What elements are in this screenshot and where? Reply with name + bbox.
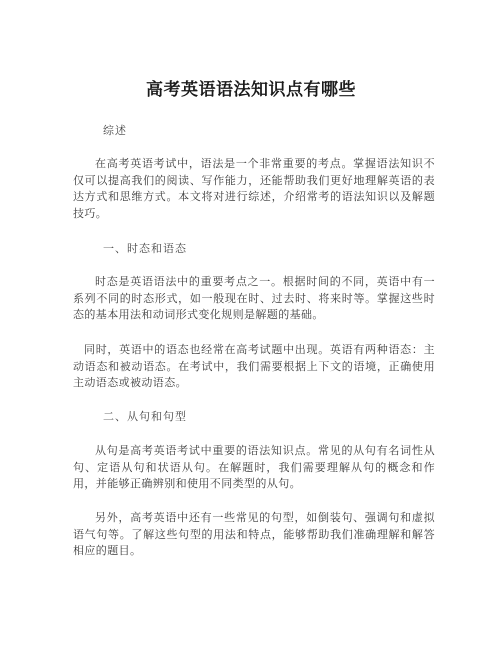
document-title: 高考英语语法知识点有哪些: [146, 80, 356, 100]
section-heading-clauses: 二、从句和句型: [103, 410, 187, 423]
section-heading-overview: 综述: [103, 124, 127, 137]
clauses-paragraph: 从句是高考英语考试中重要的语法知识点。常见的从句有名词性从句、定语从句和状语从句。在解题时，我们需要理解从句的概念和作用，并能够正确辨别和使用不同类型的从句。: [73, 444, 435, 490]
sentence-patterns-paragraph: 另外，高考英语中还有一些常见的句型，如倒装句、强调句和虚拟语气句等。了解这些句型的用法和特点，能够帮助我们准确理解和解答相应的题目。: [73, 511, 435, 557]
voice-paragraph: 同时，英语中的语态也经常在高考试题中出现。英语有两种语态：主动语态和被动语态。在考试中，我们需要根据上下文的语境，正确使用主动语态或被动语态。: [73, 343, 435, 389]
overview-paragraph: 在高考英语考试中，语法是一个非常重要的考点。掌握语法知识不仅可以提高我们的阅读、写作能力，还能帮助我们更好地理解英语的表达方式和思维方式。本文将对进行综述，介绍常考的语法知识以及解题技巧。: [73, 157, 435, 220]
tense-paragraph: 时态是英语语法中的重要考点之一。根据时间的不同，英语中有一系列不同的时态形式，如一般现在时、过去时、将来时等。掌握这些时态的基本用法和动词形式变化规则是解题的基础。: [73, 275, 435, 321]
section-heading-tense-voice: 一、时态和语态: [103, 242, 187, 255]
